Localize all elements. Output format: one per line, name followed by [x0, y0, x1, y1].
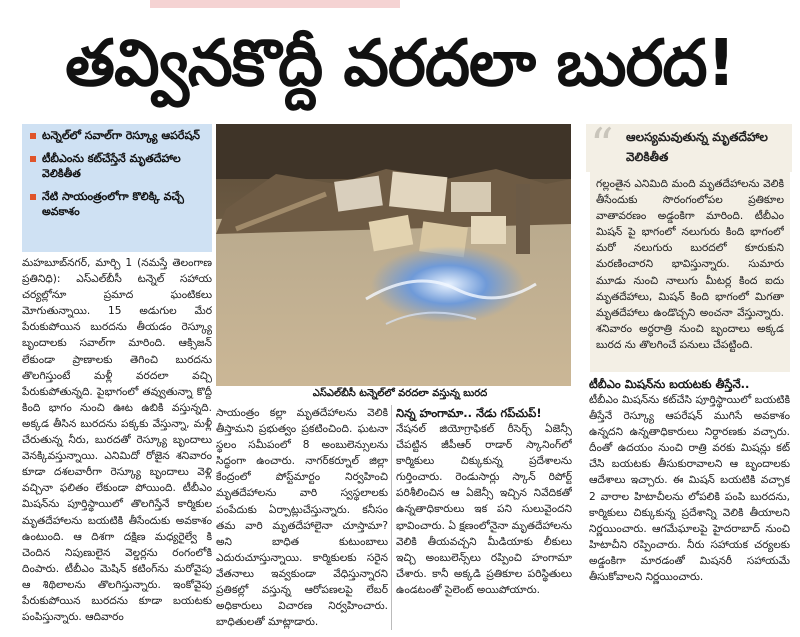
- article-column-1: [22, 255, 212, 633]
- article-text: నేషనల్ జియోగ్రాఫికల్ రీసెర్చ్ ఏజెన్సీ చేపట్టిన జీపీఆర్ రాడార్ స్కానింగ్‌లో కార్మికులు చిక్కుకున్న ప్రదేశాలను గుర్తించారు. రెండుసార్లు స్కాన్ రిపోర్ట్ పరిశీలించిన ఆ ఏజెన్సీ ఇచ్చిన నివేదికతో ఉన్నతాధికారులు ఇక పని సులువైందని భావించారు. ఏ క్షణంలోనైనా మృతదేహాలను వెలికి తీయవచ్చని మీడియాకు లీకులు ఇచ్చి అంబులెన్స్‌లు రప్పించి హంగామా చేశారు. కానీ అక్కడి ప్రతికూల పరిస్థితులు ఉండటంతో సైలెంట్ అయిపోయారు.: [396, 423, 572, 596]
- quote-heading: ఆలస్యమవుతున్న మృతదేహాల వెలికితీత: [626, 130, 768, 164]
- article-text: టీబీఎం మిషన్‌ను కట్‌చేసి పూర్తిస్థాయిలో బయటికి తీస్తేనే రెస్క్యూ ఆపరేషన్ ముగిసే అవకాశం ఉన్నదని ఉన్నతాధికారులు నిర్ధారణకు వచ్చారు. దీంతో ఉదయం నుంచి రాత్రి వరకు మిషన్లు కట్ చేసి బయటకు తీసుకురావాలని ఆ బృందాలకు ఆదేశాలు ఇచ్చారు. ఈ మిషన్ బయటికి వచ్చాక 2 వారాల హిటాచీలను లోపలికి పంపి బురదను, కార్మికులు చిక్కుకున్న ప్రదేశాన్ని వెలికి తీయాలని నిర్ణయించారు. ఆగమేఘాలపై హైదరాబాద్ నుంచి హిటాచీని రప్పించారు. నీరు సహాయక చర్యలకు అడ్డంకిగా మారడంతో మిషనరీ సహాయమే తీసుకోవాలని నిర్ణయించారు.: [589, 394, 790, 584]
- highlight-item: టీబీఎంను కట్‌చేస్తేనే మృతదేహాల వెలికితీత: [22, 147, 212, 185]
- article-column-2: [216, 405, 388, 633]
- section-subhead: నిన్న హంగామా.. నేడు గప్‌చుప్!: [396, 406, 542, 420]
- highlight-item: నేటి సాయంత్రంలోగా కొలిక్కి వచ్చే అవకాశం: [22, 185, 212, 223]
- article-text: సాయంత్రం కల్లా మృతదేహాలను వెలికి తీస్తామని ప్రభుత్వం ప్రకటించింది. ఘటనా స్థలం సమీపంలో 8 అంబులెన్సులను సిద్ధంగా ఉంచారు. నాగర్‌కర్నూల్ జిల్లా కేంద్రంలో పోస్ట్‌మార్టం నిర్వహించి మృతదేహాలను వారి స్వస్థలాలకు పంపేదుకు ఏర్పాట్లుచేస్తున్నారు. కనీసం తమ వారి మృతదేహాలైనా చూస్తామా? అని బాధిత కుటుంబాలు ఎదురుచూస్తున్నాయి. కార్మికులకు సరైన వేతనాలు ఇవ్వకుండా వేధిస్తున్నారని ప్రతికల్లో వస్తున్న ఆరోపణలపై లేబర్ అధికారులు విచారణ నిర్వహించారు. బాధితులతో మాట్లాడారు.: [216, 407, 388, 629]
- tunnel-mud-image: [216, 124, 571, 386]
- article-column-4: [589, 376, 790, 633]
- tunnel-photo: [216, 124, 571, 386]
- article-text: గల్లంతైన ఎనిమిది మంది మృతదేహాలను వెలికి తీసేందుకు సొరంగంలోపల ప్రతికూల వాతావరణం అడ్డంకిగా మారింది. టీబీఎం మిషన్ పై భాగంలో నలుగురు కింది భాగంలో మరో నలుగురు బురదలో కూరుకుని మరణించారని భావిస్తున్నారు. సుమారు మూడు నుంచి నాలుగు మీటర్ల కింద ఐదు మృతదేహాలు, మిషన్ కింది భాగంలో మిగతా మృతదేహాలు ఉండొచ్చని అంచనా వేస్తున్నారు. శనివారం అర్ధరాత్రి నుంచి బృందాలు అక్కడ బురద ను తొలగించే పనులు చేపట్టింది.: [596, 178, 784, 351]
- highlight-item: టన్నెల్‌లో సవాల్‌గా రెస్క్యూ ఆపరేషన్: [22, 124, 212, 147]
- quote-body: [590, 172, 790, 372]
- header-band: [150, 0, 400, 8]
- article-column-3: [396, 405, 572, 633]
- article-text: మహబూబ్‌నగర్, మార్చి 1 (నమస్తే తెలంగాణ ప్రతినిధి): ఎస్‌ఎల్‌బీసీ టన్నెల్ సహాయ చర్యల్లోనూ ప్రమాద ఘంటికలు మోగుతున్నాయి. 15 అడుగుల మేర పేరుకుపోయిన బురదను తీయడం రెస్క్యూ బృందాలకు సవాల్‌గా మారింది. ఆక్సిజన్ లేకుండా ప్రాణాలకు తెగించి బురదను తొలగిస్తుంటే మళ్లీ వరదలా వచ్చి పేరుకుపోతున్నది. పైభాగంలో తవ్వుతున్నా కొద్దీ కింది భాగం నుంచి ఊట ఉబికి వస్తున్నది. అక్కడ తీసిన బురదను పక్కకు వేస్తున్నా, మళ్లీ చేరుతున్న నీరు, బురదతో రెస్క్యూ బృందాలు వెనక్కివస్తున్నాయి. ఎనిమిదో రోజైన శనివారం కూడా దశలవారీగా రెస్క్యూ బృందాలు వెళ్లి వచ్చినా ఫలితం లేకుండా పోయింది. టీబీఎం మిషన్‌ను పూర్తిస్థాయిలో తొలగిస్తేనే కార్మికుల మృతదేహాలను బయటికి తీసేందుకు అవకాశం ఉంటుంది. ఆ దిశగా దక్షిణ మధ్యరైల్వే కి చెందిన నిపుణులైన వెల్డర్లను రంగంలోకి దింపారు. టీబీఎం మెషిన్ కటింగ్‌ను మరోవైపు ఆ శిథిలాలను తొలగిస్తున్నారు. ఇంకోవైపు పేరుకుపోయిన బురదను కూడా బయటకు పంపిస్తున్నారు. ఆదివారం: [22, 257, 212, 624]
- quote-box: [586, 118, 792, 172]
- headline: తవ్వినకొద్దీ వరదలా బురద!: [65, 27, 735, 101]
- quote-mark-icon: “: [590, 118, 614, 172]
- column-divider: [391, 405, 392, 630]
- highlights-box: [22, 124, 212, 252]
- photo-caption: ఎస్‌ఎల్‌బీసీ టన్నెల్‌లో వరదలా వస్తున్న బురద: [300, 386, 500, 402]
- quote-text-wrap: [596, 176, 784, 370]
- top-strip: [0, 0, 800, 8]
- section-subhead: టీబీఎం మిషన్‌ను బయటకు తీస్తేనే..: [589, 377, 750, 391]
